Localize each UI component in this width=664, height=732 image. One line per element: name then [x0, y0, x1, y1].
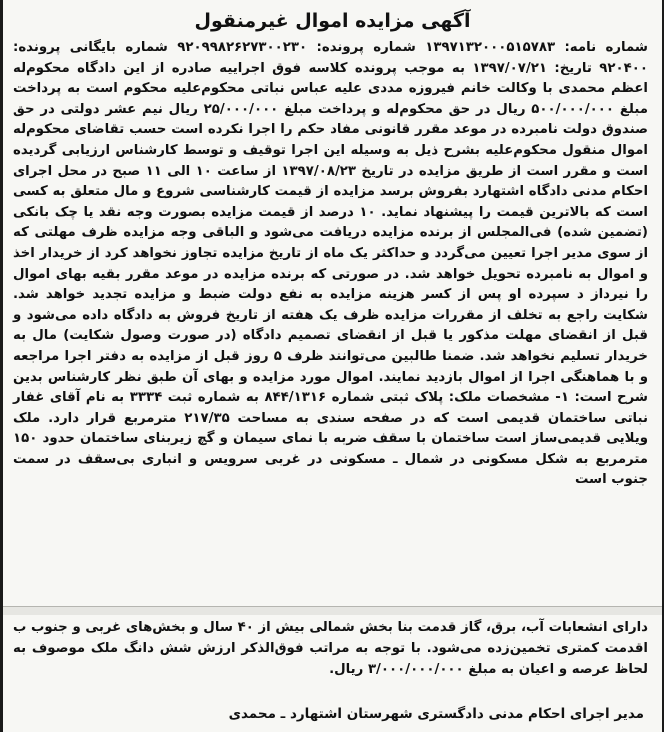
notice-title: آگهی مزایده اموال غیرمنقول: [194, 10, 471, 32]
divider-strip: [3, 606, 662, 615]
signature-line: مدیر اجرای احکام مدنی دادگستری شهرستان اشتهارد ـ محمدی: [228, 706, 644, 722]
notice-body-bottom: دارای انشعابات آب، برق، گاز قدمت بنا بخش شمالی بیش از ۴۰ سال و بخش‌های غربی و جنوب ب اقدمت کمتری تخمین‌زده می‌شود. با توجه به مراتب فوق‌الذکر ارزش شش دانگ ملک موصوف به لحاظ عرصه و اعیان به مبلغ ۳/۰۰۰/۰۰۰/۰۰۰ ریال.: [13, 620, 648, 677]
notice-body-top: شماره نامه: ۱۳۹۷۱۳۲۰۰۰۵۱۵۷۸۳ شماره پرونده: ۹۲۰۹۹۸۲۶۲۷۳۰۰۲۳۰ شماره بایگانی پرونده: ۹۲۰۴۰۰ تاریخ: ۱۳۹۷/۰۷/۲۱ به موجب پرونده کلاسه فوق اجراییه صادره از این دادگاه محکوم‌له اعظم محمدی با وکالت خانم فیروزه مددی علیه عباس نباتی محکوم‌علیه محکوم است به پرداخت مبلغ ۵۰۰/۰۰۰/۰۰۰ ریال در حق محکوم‌له و پرداخت مبلغ ۲۵/۰۰۰/۰۰۰ ریال نیم عشر دولتی در حق صندوق دولت نامبرده در موعد مقرر قانونی مفاد حکم را اجرا نکرده است حسب تقاضای محکوم‌له اموال منقول محکوم‌علیه بشرح ذیل به وسیله این اجرا توقیف و توسط کارشناس ارزیابی گردیده است و مقرر است از طریق مزایده در تاریخ ۱۳۹۷/۰۸/۲۳ از ساعت ۱۰ الی ۱۱ صبح در محل اجرای احکام مدنی دادگاه اشتهارد بفروش برسد مزایده از قیمت کارشناسی شروع و مال متعلق به کسی است که بالاترین قیمت را پیشنهاد نماید. ۱۰ درصد از قیمت مزایده بصورت وجه نقد یا چک بانکی (تضمین شده) فی‌المجلس از برنده مزایده دریافت می‌شود و الباقی وجه مزایده ظرف مهلتی که از سوی مدیر اجرا تعیین می‌گردد و حداکثر یک ماه از تاریخ مزایده تجاوز نخواهد کرد از خریدار اخذ و اموال به نامبرده تحویل خواهد شد. در صورتی که برنده مزایده در موعد مقرر بقیه بهای اموال را نیرداز د سپرده او پس از کسر هزینه مزایده به نفع دولت ضبط و مزایده تجدید خواهد شد. شکایت راجع به تخلف از مقررات مزایده ظرف یک هفته از تاریخ فروش به دادگاه داده می‌شود و قبل از انقضای مهلت مذکور یا قبل از انقضای تصمیم دادگاه (در صورت وصول شکایت) مال به خریدار تسلیم نخواهد شد. ضمنا طالبین می‌توانند ظرف ۵ روز قبل از مزایده به دفتر اجرا مراجعه و با هماهنگی اجرا از اموال بازدید نمایند. اموال مورد مزایده و بهای آن طبق نظر کارشناس بدین شرح است: ۱- مشخصات ملک: پلاک ثبتی شماره ۸۴۴/۱۳۱۶ به شماره ثبت ۳۳۳۴ به نام آقای غفار نباتی ساختمان قدیمی است که در صفحه سندی به مساحت ۲۱۷/۳۵ مترمربع قرار دارد. ملک ویلایی قدیمی‌ساز است ساختمان با سقف ضربه با نمای سیمان و گچ زیربنای ساختمان حدود ۱۵۰ مترمربع به شکل مسکونی در شمال ـ مسکونی در غربی سرویس و انباری بی‌سقف در سمت جنوب است: [13, 40, 648, 488]
